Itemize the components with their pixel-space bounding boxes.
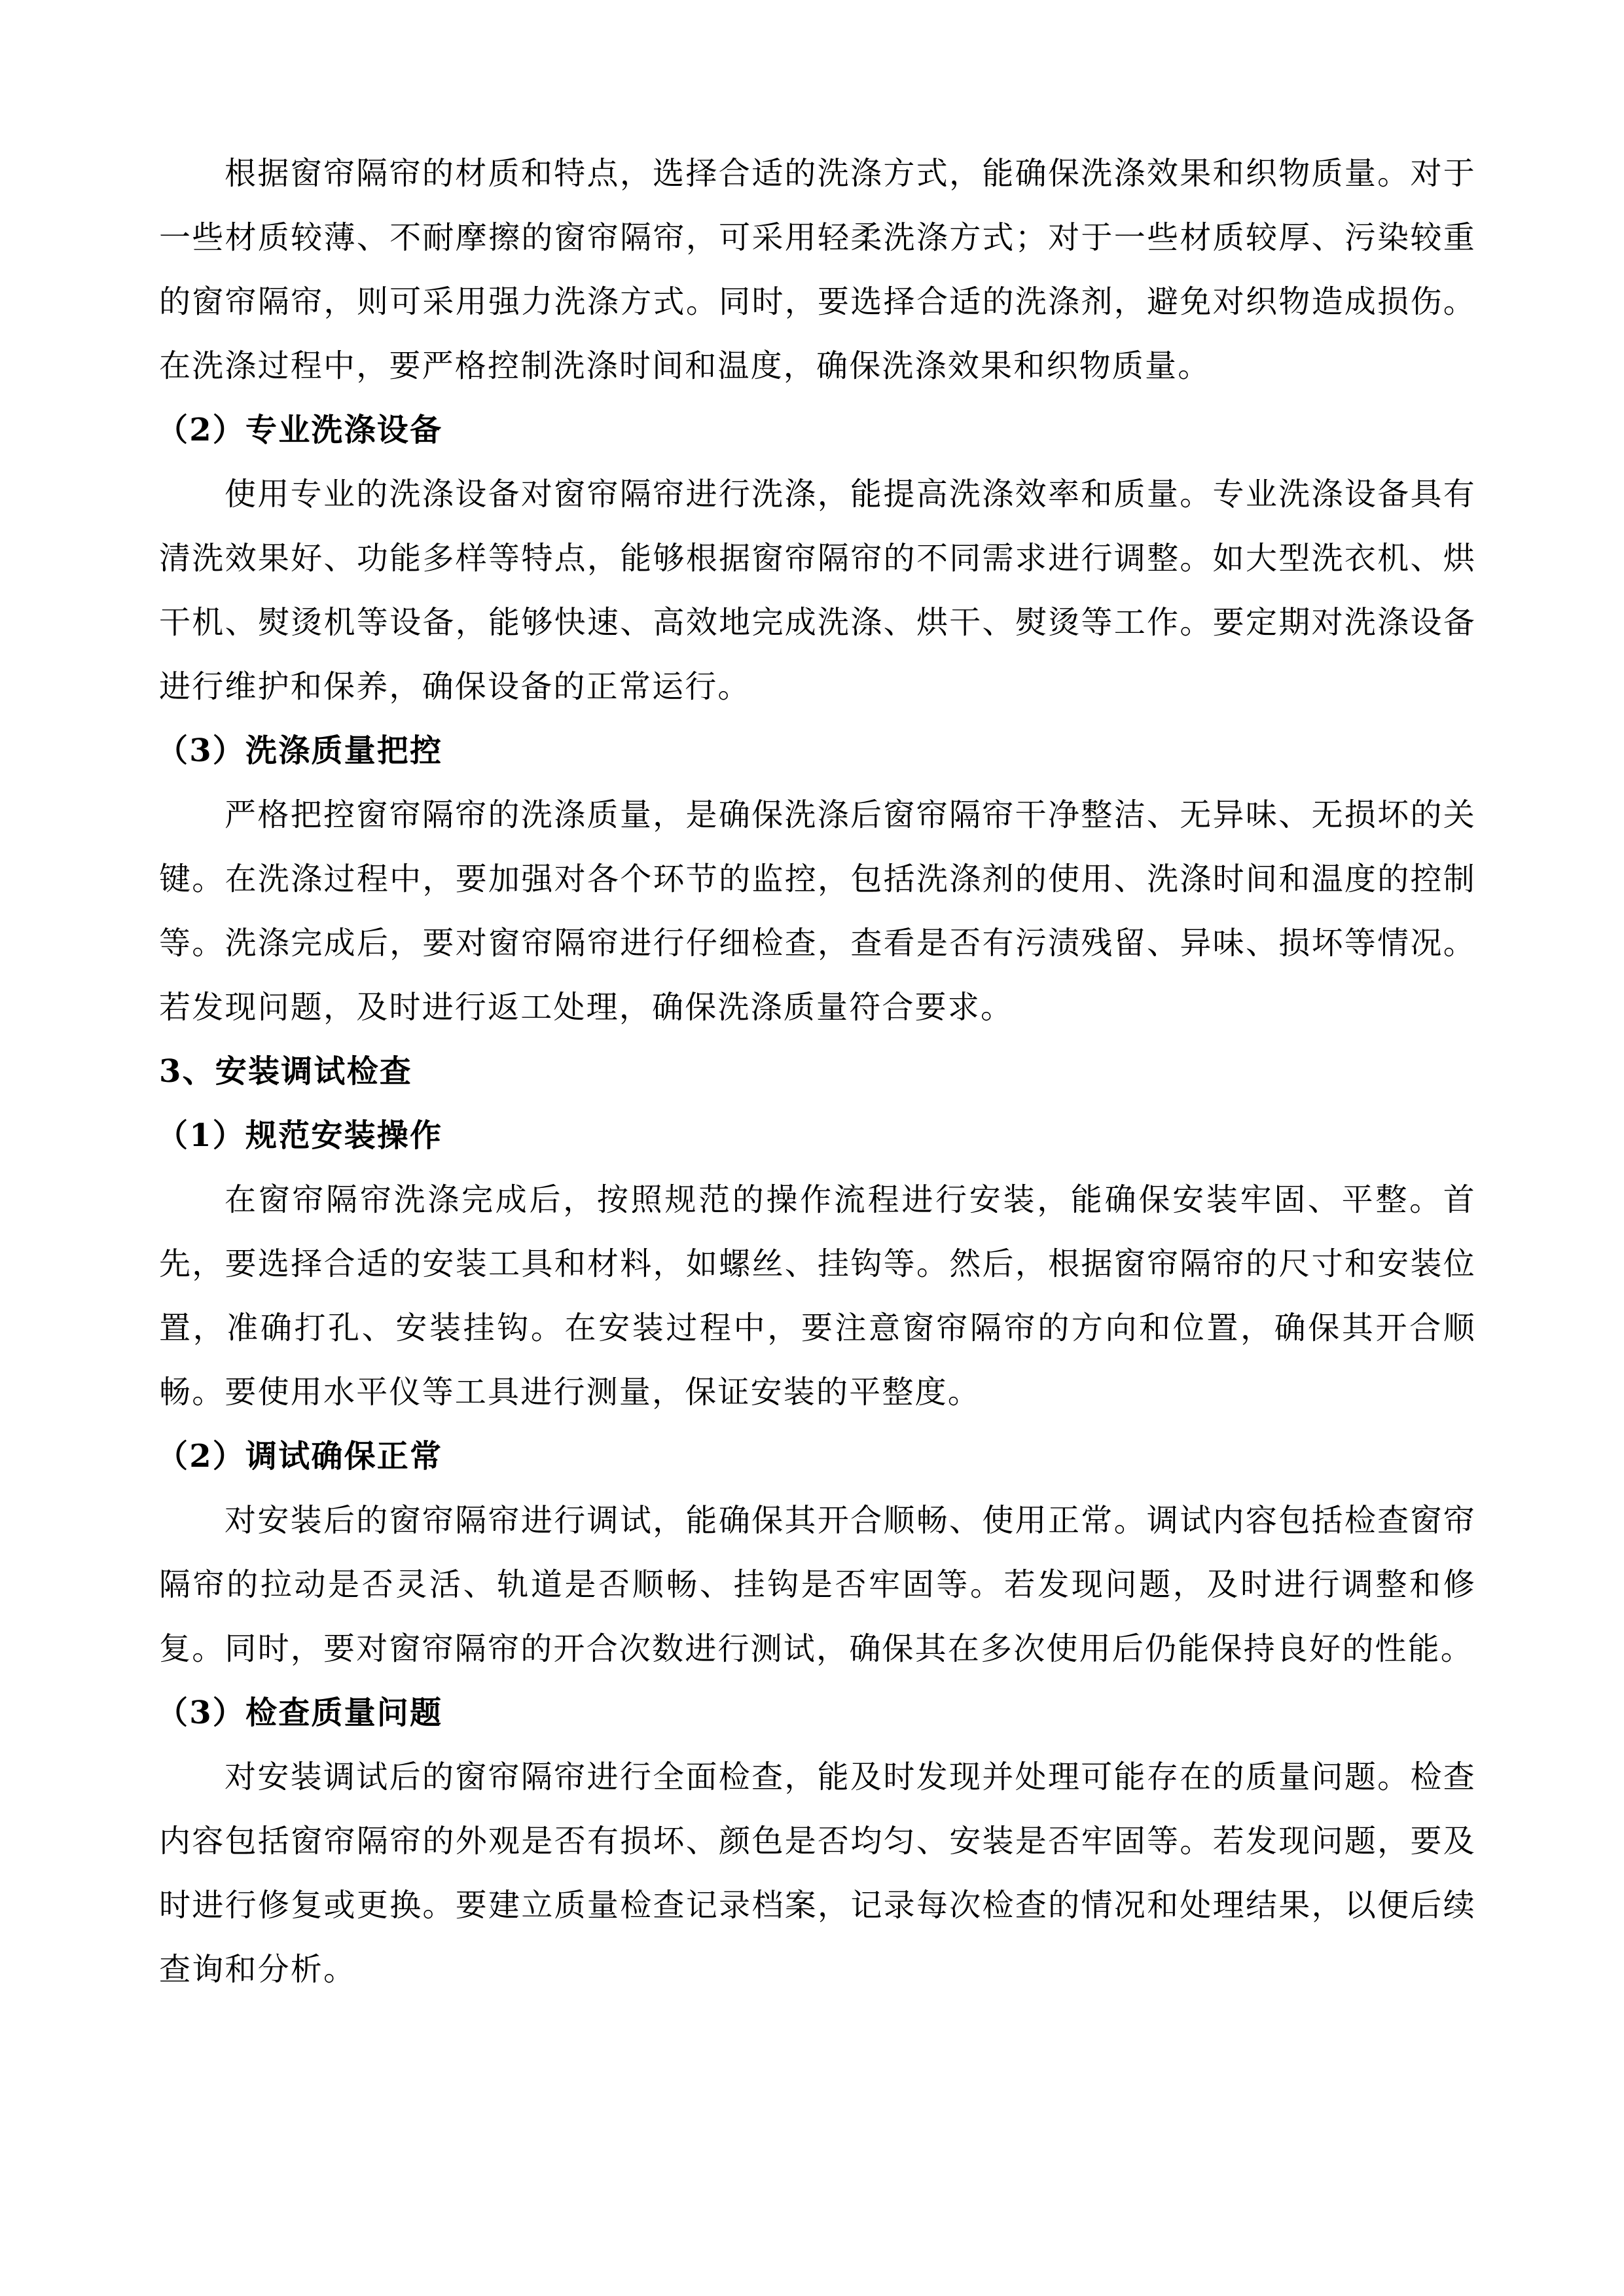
paragraph-washing-quality: 严格把控窗帘隔帘的洗涤质量，是确保洗涤后窗帘隔帘干净整洁、无异味、无损坏的关键。在洗涤过程中，要加强对各个环节的监控，包括洗涤剂的使用、洗涤时间和温度的控制等。洗涤完成后，要对窗帘隔帘进行仔细检查，查看是否有污渍残留、异味、损坏等情况。若发现问题，及时进行返工处理，确保洗涤质量符合要求。 [159, 797, 1476, 1026]
heading-washing-quality: （3）洗涤质量把控 [156, 732, 443, 769]
paragraph-debugging: 对安装后的窗帘隔帘进行调试，能确保其开合顺畅、使用正常。调试内容包括检查窗帘隔帘的拉动是否灵活、轨道是否顺畅、挂钩是否牢固等。若发现问题，及时进行调整和修复。同时，要对窗帘隔帘的开合次数进行测试，确保其在多次使用后仍能保持良好的性能。 [159, 1502, 1476, 1667]
heading-installation-inspection: 3、安装调试检查 [159, 1053, 412, 1090]
paragraph-professional-equipment: 使用专业的洗涤设备对窗帘隔帘进行洗涤，能提高洗涤效率和质量。专业洗涤设备具有清洗效果好、功能多样等特点，能够根据窗帘隔帘的不同需求进行调整。如大型洗衣机、烘干机、熨烫机等设备，能够快速、高效地完成洗涤、烘干、熨烫等工作。要定期对洗涤设备进行维护和保养，确保设备的正常运行。 [159, 476, 1476, 705]
heading-debugging: （2）调试确保正常 [156, 1438, 443, 1475]
heading-standard-installation: （1）规范安装操作 [156, 1117, 443, 1154]
heading-quality-check: （3）检查质量问题 [156, 1695, 443, 1731]
paragraph-quality-check: 对安装调试后的窗帘隔帘进行全面检查，能及时发现并处理可能存在的质量问题。检查内容包括窗帘隔帘的外观是否有损坏、颜色是否均匀、安装是否牢固等。若发现问题，要及时进行修复或更换。要建立质量检查记录档案，记录每次检查的情况和处理结果，以便后续查询和分析。 [159, 1759, 1476, 1988]
paragraph-washing-method: 根据窗帘隔帘的材质和特点，选择合适的洗涤方式，能确保洗涤效果和织物质量。对于一些材质较薄、不耐摩擦的窗帘隔帘，可采用轻柔洗涤方式；对于一些材质较厚、污染较重的窗帘隔帘，则可采用强力洗涤方式。同时，要选择合适的洗涤剂，避免对织物造成损伤。在洗涤过程中，要严格控制洗涤时间和温度，确保洗涤效果和织物质量。 [159, 155, 1476, 384]
document-page [156, 141, 1476, 2001]
paragraph-standard-installation: 在窗帘隔帘洗涤完成后，按照规范的操作流程进行安装，能确保安装牢固、平整。首先，要选择合适的安装工具和材料，如螺丝、挂钩等。然后，根据窗帘隔帘的尺寸和安装位置，准确打孔、安装挂钩。在安装过程中，要注意窗帘隔帘的方向和位置，确保其开合顺畅。要使用水平仪等工具进行测量，保证安装的平整度。 [159, 1181, 1476, 1410]
heading-professional-equipment: （2）专业洗涤设备 [156, 412, 443, 448]
